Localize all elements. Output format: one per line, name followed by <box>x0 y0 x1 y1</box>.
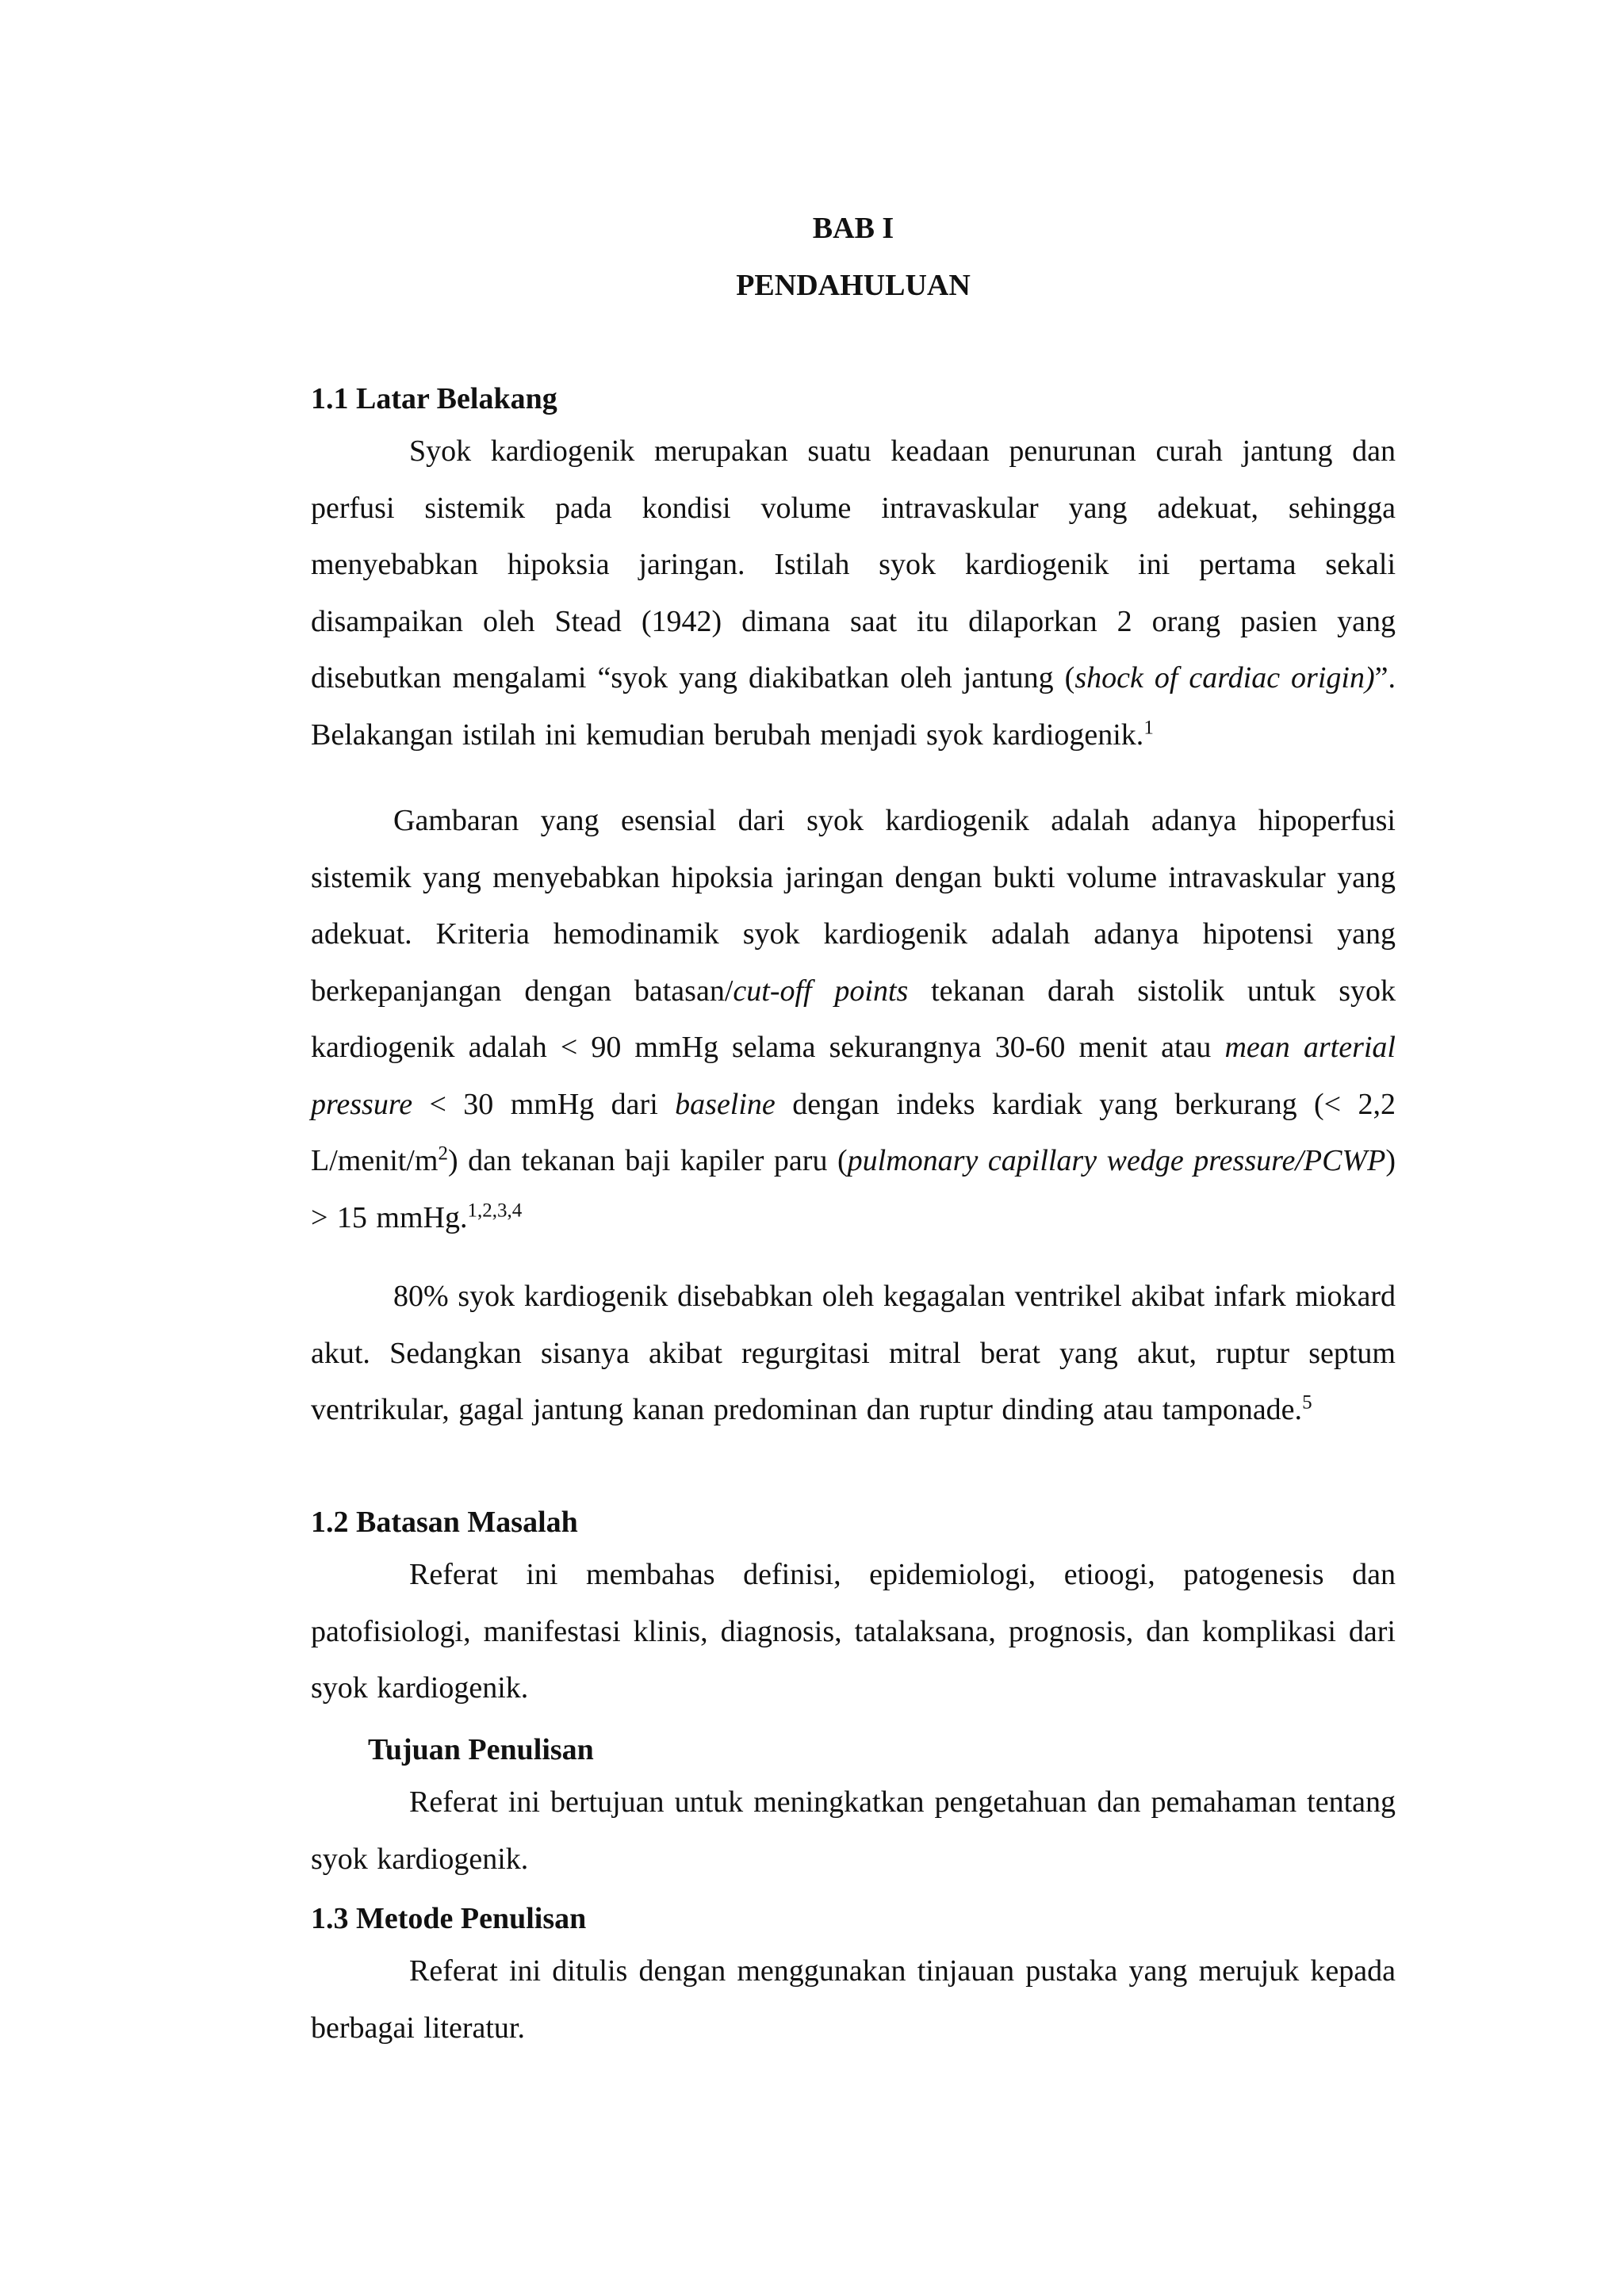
paragraph-batasan-masalah: Referat ini membahas definisi, epidemiologi, etioogi, patogenesis dan patofisiologi, manifestasi klinis, diagnosis, tatalaksana, prognosis, dan komplikasi dari syok kardiogenik. <box>311 1558 1396 1705</box>
reference-superscript: 1 <box>1143 716 1154 738</box>
chapter-label: BAB I <box>812 212 894 245</box>
reference-superscript: 5 <box>1302 1391 1312 1414</box>
paragraph-latar-belakang-1: Syok kardiogenik merupakan suatu keadaan penurunan curah jantung dan perfusi sistemik pada kondisi volume intravaskular yang adekuat, sehingga menyebabkan hipoksia jaringan. Istilah syok kardiogenik ini pertama sekali disampaikan oleh Stead (1942) dimana saat itu dilaporkan 2 orang pasien yang disebutkan mengalami “syok yang diakibatkan oleh jantung (shock of cardiac origin)”. Belakangan istilah ini kemudian berubah menjadi syok kardiogenik.$^1$ <box>311 434 1396 752</box>
paragraph-latar-belakang-2: Gambaran yang esensial dari syok kardiogenik adalah adanya hipoperfusi sistemik yang menyebabkan hipoksia jaringan dengan bukti volume intravaskular yang adekuat. Kriteria hemodinamik syok kardiogenik adalah adanya hipotensi yang berkepanjangan dengan batasan/cut-off points tekanan darah sistolik untuk syok kardiogenik adalah < 90 mmHg selama sekurangnya 30-60 menit atau mean arterial pressure < 30 mmHg dari baseline dengan indeks kardiak yang berkurang (< 2,2 $L/menit/m^2$) dan tekanan baji kapiler paru (pulmonary capillary wedge pressure/PCWP) > 15 mmHg.$^{1,2,3,4}$ <box>311 804 1396 1234</box>
paragraph-tujuan-penulisan: Referat ini bertujuan untuk meningkatkan pengetahuan dan pemahaman tentang syok kardiogenik. <box>311 1785 1396 1876</box>
section-heading-tujuan-penulisan: Tujuan Penulisan <box>368 1733 594 1766</box>
reference-superscript: 1,2,3,4 <box>467 1199 523 1221</box>
chapter-title: PENDAHULUAN <box>736 269 971 302</box>
section-heading-metode-penulisan: 1.3 Metode Penulisan <box>311 1902 587 1935</box>
paragraph-metode-penulisan: Referat ini ditulis dengan menggunakan tinjauan pustaka yang merujuk kepada berbagai literatur. <box>311 1954 1396 2045</box>
section-heading-batasan-masalah: 1.2 Batasan Masalah <box>311 1506 578 1539</box>
unit-superscript: 2 <box>438 1142 448 1165</box>
section-heading-latar-belakang: 1.1 Latar Belakang <box>311 382 557 415</box>
paragraph-latar-belakang-3: 80% syok kardiogenik disebabkan oleh kegagalan ventrikel akibat infark miokard akut. Sedangkan sisanya akibat regurgitasi mitral berat yang akut, ruptur septum ventrikular, gagal jantung kanan predominan dan ruptur dinding atau tamponade.$^5$ <box>311 1280 1396 1426</box>
